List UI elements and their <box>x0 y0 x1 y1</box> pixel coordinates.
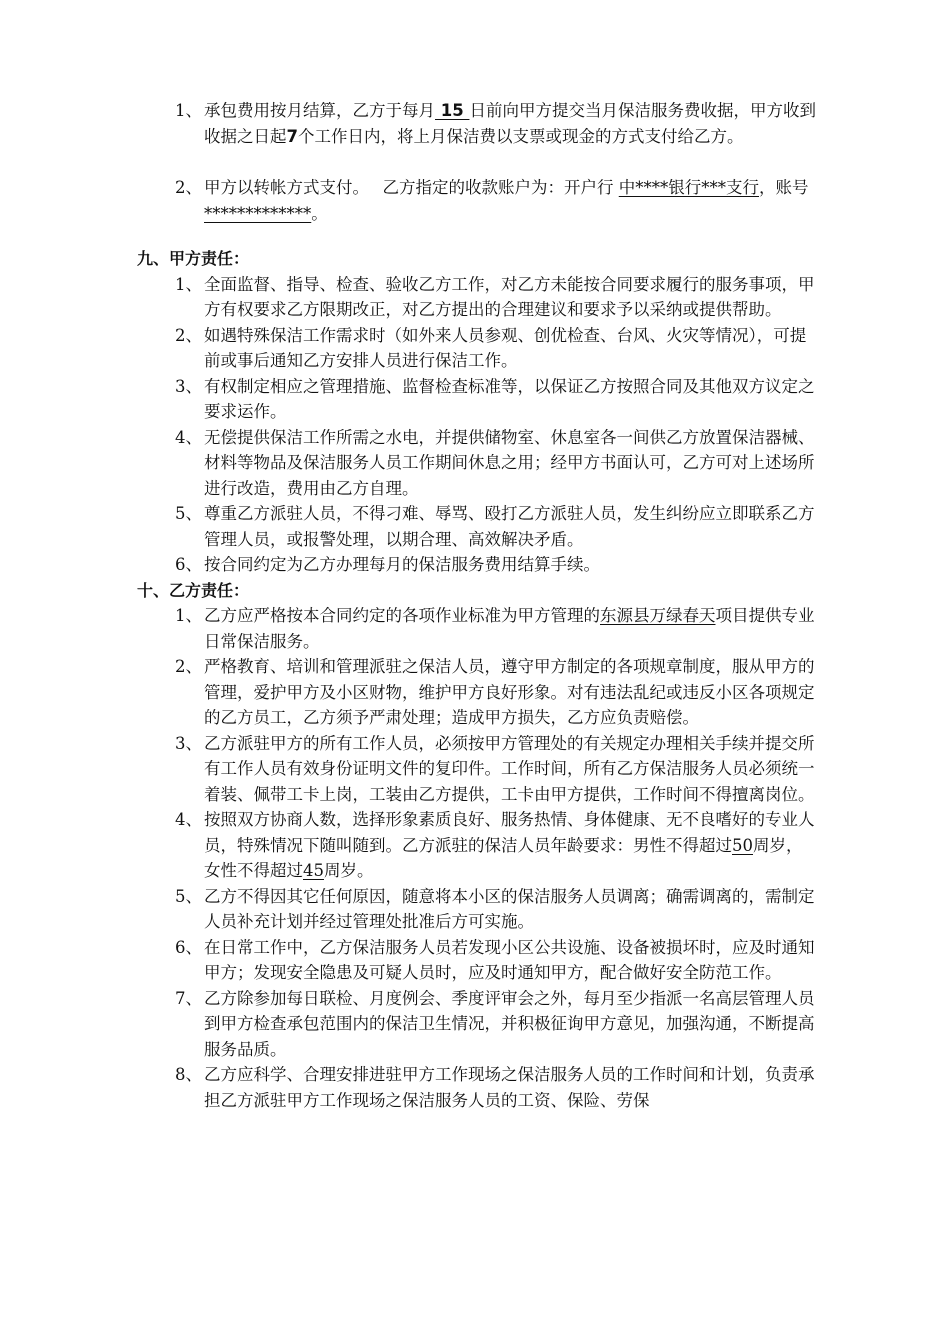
item-text: 无偿提供保洁工作所需之水电，并提供储物室、休息室各一间供乙方放置保洁器械、材料等物品及保洁服务人员工作期间休息之用；经甲方书面认可，乙方可对上述场所进行改造，费用由乙方自理。 <box>204 427 815 498</box>
item-number: 1、 <box>175 101 202 120</box>
list-item <box>175 272 818 323</box>
item-number: 6、 <box>175 937 202 957</box>
item-number: 4、 <box>175 427 202 447</box>
item-number: 5、 <box>175 886 202 906</box>
list-item <box>175 425 818 502</box>
item-number: 5、 <box>175 504 202 523</box>
payment-item-1 <box>175 98 818 149</box>
item-text: 有权制定相应之管理措施、监督检查标准等，以保证乙方按照合同及其他双方议定之要求运作。 <box>204 376 815 421</box>
item-text: 项目提供专业日常保洁服务。 <box>204 606 815 651</box>
item-number: 3、 <box>175 376 202 396</box>
item-text: 甲方以转帐方式支付。 乙方指定的收款账户为：开户行 <box>204 178 619 197</box>
item-text: 乙方应科学、合理安排进驻甲方工作现场之保洁服务人员的工作时间和计划，负责承担乙方派驻甲方工作现场之保洁服务人员的工资、保险、劳保 <box>204 1065 815 1110</box>
item-text: 乙方派驻甲方的所有工作人员，必须按甲方管理处的有关规定办理相关手续并提交所有工作人员有效身份证明文件的复印件。工作时间，所有乙方保洁服务人员必须统一着装、佩带工卡上岗，工装由乙方提供，工卡由甲方提供，工作时间不得擅离岗位。 <box>204 733 815 804</box>
item-text: 个工作日内，将上月保洁费以支票或现金的方式支付给乙方。 <box>297 126 744 146</box>
section-heading: 十、乙方责任： <box>137 580 250 600</box>
list-item <box>175 884 818 935</box>
item-number: 2、 <box>175 325 202 345</box>
account-number: ************* <box>204 203 312 223</box>
workdays-count: 7 <box>286 126 298 146</box>
item-text: ，账号 <box>759 178 809 197</box>
item-text: 日前向甲方提交当月保洁服务费收据，甲方收到收据之日起 <box>204 101 816 146</box>
project-name: 东源县万绿春天 <box>600 606 716 625</box>
item-text: 乙方除参加每日联检、月度例会、季度评审会之外，每月至少指派一名高层管理人员到甲方检查承包范围内的保洁卫生情况，并积极征询甲方意见，加强沟通，不断提高服务品质。 <box>204 988 815 1059</box>
item-number: 2、 <box>175 657 202 676</box>
bank-name: 中****银行***支行 <box>618 178 759 197</box>
item-number: 7、 <box>175 988 202 1008</box>
item-text: 承包费用按月结算，乙方于每月 <box>204 101 435 120</box>
list-item <box>175 807 818 884</box>
list-item <box>175 374 818 425</box>
settlement-day: 15 <box>435 101 470 120</box>
item-text: 周岁。 <box>324 861 374 880</box>
list-item <box>175 654 818 731</box>
item-number: 1、 <box>175 606 202 625</box>
list-item <box>175 501 818 552</box>
item-text: 严格教育、培训和管理派驻之保洁人员，遵守甲方制定的各项规章制度，服从甲方的管理，爱护甲方及小区财物，维护甲方良好形象。对有违法乱纪或违反小区各项规定的乙方员工，乙方须予严肃处理；造成甲方损失，乙方应负责赔偿。 <box>204 657 815 727</box>
item-text: 如遇特殊保洁工作需求时（如外来人员参观、创优检查、台风、火灾等情况），可提前或事后通知乙方安排人员进行保洁工作。 <box>204 325 807 370</box>
item-text: 尊重乙方派驻人员，不得刁难、辱骂、殴打乙方派驻人员，发生纠纷应立即联系乙方管理人员，或报警处理，以期合理、高效解决矛盾。 <box>204 504 815 549</box>
female-age-limit: 45 <box>303 861 324 880</box>
item-number: 2、 <box>175 178 202 197</box>
item-text: 乙方应严格按本合同约定的各项作业标准为甲方管理的 <box>204 606 600 625</box>
payment-item-2 <box>175 175 818 226</box>
list-item <box>175 1062 818 1113</box>
item-number: 3、 <box>175 733 202 753</box>
list-item <box>175 323 818 374</box>
list-item <box>175 603 818 654</box>
item-text: 按照双方协商人数，选择形象素质良好、服务热情、身体健康、无不良嗜好的专业人员，特殊情况下随叫随到。乙方派驻的保洁人员年龄要求：男性不得超过 <box>204 810 815 855</box>
list-item <box>175 552 818 578</box>
section-heading: 九、甲方责任： <box>137 249 250 268</box>
item-number: 1、 <box>175 274 202 294</box>
item-text: 按合同约定为乙方办理每月的保洁服务费用结算手续。 <box>204 555 600 574</box>
item-text: 周岁，女性不得超过 <box>204 835 803 880</box>
item-number: 6、 <box>175 555 202 574</box>
item-text: 乙方不得因其它任何原因，随意将本小区的保洁服务人员调离；确需调离的，需制定人员补充计划并经过管理处批准后方可实施。 <box>204 886 815 931</box>
item-number: 8、 <box>175 1065 202 1084</box>
male-age-limit: 50 <box>732 835 753 855</box>
list-item <box>175 731 818 808</box>
item-number: 4、 <box>175 810 202 829</box>
item-text: 全面监督、指导、检查、验收乙方工作，对乙方未能按合同要求履行的服务事项，甲方有权要求乙方限期改正，对乙方提出的合理建议和要求予以采纳或提供帮助。 <box>204 274 815 319</box>
section-9 <box>0 246 950 1113</box>
item-text: 。 <box>311 203 328 223</box>
item-text: 在日常工作中，乙方保洁服务人员若发现小区公共设施、设备被损坏时，应及时通知甲方；发现安全隐患及可疑人员时，应及时通知甲方，配合做好安全防范工作。 <box>204 937 815 982</box>
list-item <box>175 986 818 1063</box>
list-item <box>175 935 818 986</box>
